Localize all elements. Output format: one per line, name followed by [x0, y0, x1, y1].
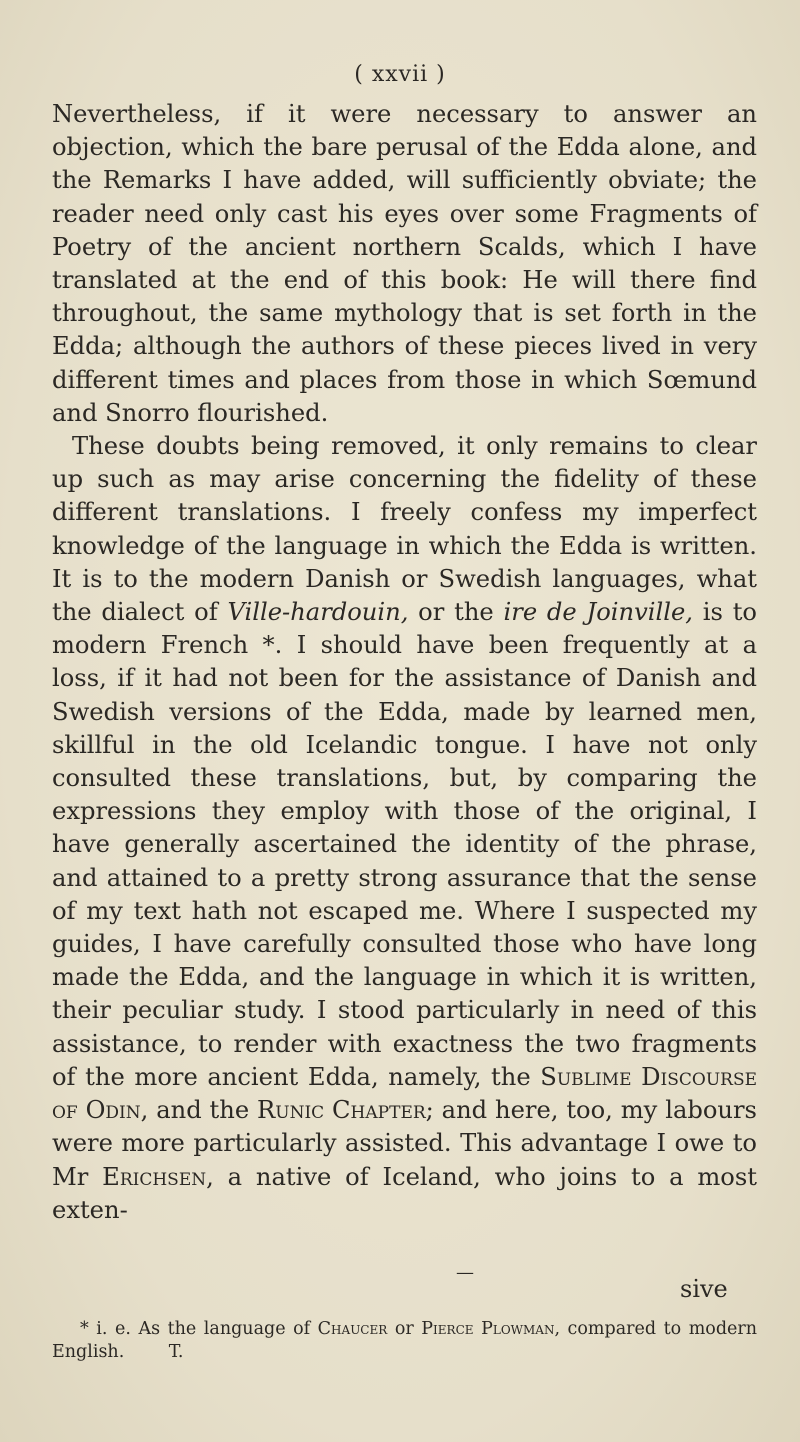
- catchword: sive: [680, 1275, 728, 1303]
- paragraph-2-text-d: and the: [148, 1096, 258, 1125]
- page-number-header: ( xxvii ): [354, 62, 446, 87]
- paragraph-2-text-b: or the: [408, 598, 504, 627]
- footnote-chaucer: Chaucer: [317, 1319, 388, 1339]
- paragraph-2-text-c: is to modern French *. I should have been frequently at a loss, if it had not been for the assistance of Danish and Swedish versions of the Edda, made by learned men, skillful in the old Icelandic tongue. I have not only consulted these translations, but, by comparing the expressions they employ with those of the original, I have generally ascertained the identity of the phrase, and attained to a pretty strong assurance that the sense of my text hath not escaped me. Where I suspected my guides, I have carefully consulted those who have long made the Edda, and the language in which it is written, their peculiar study. I stood particularly in need of this assistance, to render with exactness the two fragments of the more ancient Edda, namely, the: [52, 598, 757, 1091]
- footnote: [52, 1318, 757, 1364]
- footnote-text-c: compared to modern English.: [52, 1319, 758, 1362]
- paragraph-2: [52, 430, 757, 1227]
- main-text: [52, 98, 757, 1227]
- italic-ville-hardouin: Ville-hardouin,: [227, 598, 409, 627]
- smallcaps-erichsen: Erichsen,: [102, 1162, 214, 1191]
- paragraph-2-text-e: and here, too, my labours were more particularly assisted. This advantage I owe to Mr: [52, 1096, 757, 1191]
- catch-dash: —: [456, 1262, 474, 1283]
- footnote-text-b: or: [387, 1319, 422, 1339]
- footnote-pierce-plowman: Pierce Plowman,: [421, 1319, 561, 1339]
- footnote-signature: T.: [168, 1342, 184, 1362]
- smallcaps-sublime-discourse: Sublime Discourse of Odin,: [52, 1062, 758, 1125]
- paragraph-2-text-a: These doubts being removed, it only remains to clear up such as may arise concerning the fidelity of these different translations. I freely confess my imperfect knowledge of the language in which the Edda is written. It is to the modern Danish or Swedish languages, what the dialect of: [52, 432, 757, 627]
- footnote-text-a: * i. e. As the language of: [80, 1319, 318, 1339]
- italic-joinville: ire de Joinville,: [503, 598, 693, 627]
- paragraph-1: Nevertheless, if it were necessary to answer an objection, which the bare perusal of the Edda alone, and the Remarks I have added, will sufficiently obviate; the reader need only cast his eyes over some Fragments of Poetry of the ancient northern Scalds, which I have translated at the end of this book: He will there find throughout, the same mythology that is set forth in the Edda; although the authors of these pieces lived in very different times and places from those in which Sœmund and Snorro flourished.: [52, 100, 757, 427]
- smallcaps-runic-chapter: Runic Chapter;: [257, 1096, 434, 1125]
- paragraph-2-text-f: a native of Iceland, who joins to a most exten-: [52, 1162, 757, 1224]
